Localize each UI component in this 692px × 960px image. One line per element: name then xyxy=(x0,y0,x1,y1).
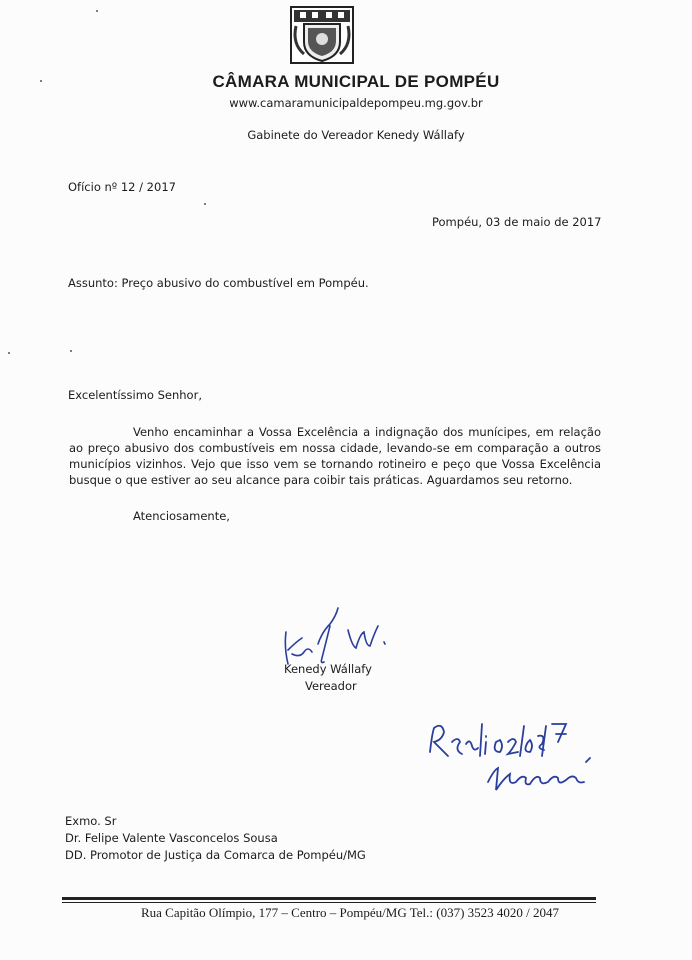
signatory-title: Vereador xyxy=(305,679,357,693)
scan-speck xyxy=(8,352,10,354)
scan-speck xyxy=(96,10,98,12)
recipient-line-3: DD. Promotor de Justiça da Comarca de Pompéu/MG xyxy=(65,848,366,862)
scan-speck xyxy=(204,203,206,205)
footer-divider-thin xyxy=(62,902,596,903)
place-date: Pompéu, 03 de maio de 2017 xyxy=(432,215,602,229)
letter-body xyxy=(69,424,601,488)
closing: Atenciosamente, xyxy=(133,509,230,523)
letter-body-text: Venho encaminhar a Vossa Excelência a indignação dos munícipes, em relação ao preço abusivo dos combustíveis em nossa cidade, levando-se em comparação a outros municípios vizinhos. Vejo que isso vem se tornando rotineiro e peço que Vossa Excelência busque o que estiver ao seu alcance para coibir tais práticas. Aguardamos seu retorno. xyxy=(69,425,601,487)
recipient-line-2: Dr. Felipe Valente Vasconcelos Sousa xyxy=(65,831,278,845)
footer-address: Rua Capitão Olímpio, 177 – Centro – Pompéu/MG Tel.: (037) 3523 4020 / 2047 xyxy=(140,905,560,920)
organization-name: CÂMARA MUNICIPAL DE POMPÉU xyxy=(212,72,500,91)
cabinet-line: Gabinete do Vereador Kenedy Wállafy xyxy=(247,128,465,142)
scan-speck xyxy=(70,350,72,352)
recipient-line-1: Exmo. Sr xyxy=(65,814,117,828)
salutation: Excelentíssimo Senhor, xyxy=(68,388,202,402)
letter-reference: Ofício nº 12 / 2017 xyxy=(68,180,176,194)
received-stamp-handwriting xyxy=(418,712,618,802)
organization-website: www.camaramunicipaldepompeu.mg.gov.br xyxy=(229,96,483,110)
footer-divider-thick xyxy=(62,897,596,900)
letter-subject: Assunto: Preço abusivo do combustível em Pompéu. xyxy=(68,276,369,290)
scan-speck xyxy=(40,80,42,82)
municipal-crest-icon xyxy=(290,6,354,64)
signatory-name: Kenedy Wállafy xyxy=(284,662,372,676)
